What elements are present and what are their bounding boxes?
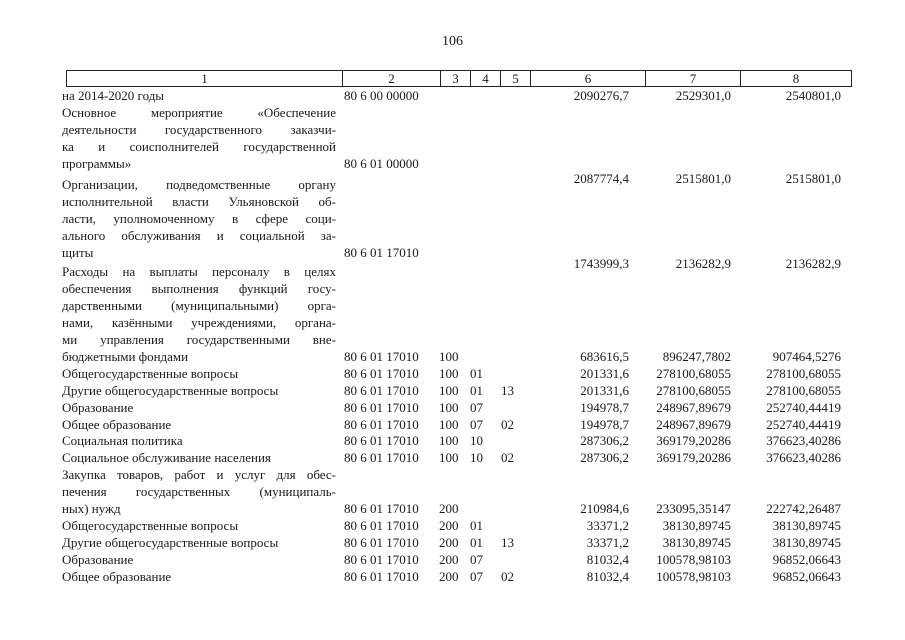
header-col-2: 2	[342, 70, 441, 87]
row-col3: 200	[439, 501, 459, 516]
row-code: 80 6 01 17010	[344, 433, 419, 448]
row-value-8: 278100,68055	[766, 383, 841, 398]
table-row	[0, 450, 905, 466]
row-name: Общее образование	[62, 569, 172, 584]
header-col-3: 3	[440, 70, 471, 87]
row-value-6: 1743999,3	[573, 256, 629, 271]
row-name: ных) нужд	[62, 501, 121, 516]
row-col3: 100	[439, 450, 459, 465]
row-col4: 07	[470, 417, 483, 432]
table-row	[0, 298, 905, 314]
row-name: ального обслуживания и социальной за-	[62, 228, 336, 243]
row-name: исполнительной власти Ульяновской об-	[62, 194, 336, 209]
row-value-7: 38130,89745	[662, 518, 731, 533]
row-value-8: 252740,44419	[766, 417, 841, 432]
row-value-7: 2529301,0	[675, 88, 731, 103]
row-name: дарственными (муниципальными) орга-	[62, 298, 336, 313]
row-value-6: 194978,7	[580, 400, 629, 415]
row-col4: 01	[470, 535, 483, 550]
header-col-8: 8	[740, 70, 852, 87]
row-code: 80 6 01 17010	[344, 518, 419, 533]
table-row	[0, 281, 905, 297]
table-row	[0, 177, 905, 193]
row-col3: 100	[439, 366, 459, 381]
table-row	[0, 535, 905, 551]
row-col5: 13	[501, 383, 514, 398]
row-col5: 02	[501, 569, 514, 584]
table-row	[0, 88, 905, 104]
row-col5: 02	[501, 450, 514, 465]
row-value-6: 81032,4	[586, 569, 629, 584]
row-name: щиты	[62, 245, 94, 260]
row-value-6: 683616,5	[580, 349, 629, 364]
row-col4: 07	[470, 400, 483, 415]
row-name: Другие общегосударственные вопросы	[62, 535, 279, 550]
row-name: Социальная политика	[62, 433, 183, 448]
row-value-7: 278100,68055	[656, 366, 731, 381]
row-name: программы»	[62, 156, 132, 171]
row-value-8: 278100,68055	[766, 366, 841, 381]
row-value-8: 2540801,0	[785, 88, 841, 103]
row-value-7: 369179,20286	[656, 450, 731, 465]
row-value-6: 287306,2	[580, 433, 629, 448]
row-value-6: 2087774,4	[573, 171, 629, 186]
row-value-6: 201331,6	[580, 366, 629, 381]
row-value-8: 2136282,9	[785, 256, 841, 271]
row-name: Расходы на выплаты персоналу в целях	[62, 264, 336, 279]
row-value-8: 2515801,0	[785, 171, 841, 186]
header-col-6: 6	[530, 70, 646, 87]
page-number: 106	[442, 34, 463, 49]
row-name: Общегосударственные вопросы	[62, 366, 239, 381]
row-col3: 100	[439, 417, 459, 432]
row-name: Основное мероприятие «Обеспечение	[62, 105, 336, 120]
row-name: Образование	[62, 552, 134, 567]
table-row	[0, 122, 905, 138]
row-name: бюджетными фондами	[62, 349, 189, 364]
header-col-7: 7	[645, 70, 741, 87]
row-col4: 10	[470, 450, 483, 465]
row-value-6: 2090276,7	[573, 88, 629, 103]
table-row	[0, 383, 905, 399]
row-value-8: 376623,40286	[766, 433, 841, 448]
row-code: 80 6 01 17010	[344, 383, 419, 398]
row-value-7: 100578,98103	[656, 569, 731, 584]
row-value-7: 100578,98103	[656, 552, 731, 567]
row-code: 80 6 01 17010	[344, 400, 419, 415]
row-col4: 07	[470, 552, 483, 567]
row-name: Образование	[62, 400, 134, 415]
row-value-8: 96852,06643	[772, 552, 841, 567]
row-col3: 200	[439, 552, 459, 567]
row-col3: 200	[439, 569, 459, 584]
row-name: на 2014-2020 годы	[62, 88, 165, 103]
row-name: деятельности государственного заказчи-	[62, 122, 336, 137]
row-col3: 100	[439, 349, 459, 364]
row-col4: 07	[470, 569, 483, 584]
table-row	[0, 467, 905, 483]
row-code: 80 6 01 17010	[344, 349, 419, 364]
row-name: ми управления государственными вне-	[62, 332, 336, 347]
row-value-6: 194978,7	[580, 417, 629, 432]
row-value-7: 233095,35147	[656, 501, 731, 516]
row-value-6: 33371,2	[586, 518, 629, 533]
row-col3: 200	[439, 535, 459, 550]
row-value-6: 33371,2	[586, 535, 629, 550]
table-row	[0, 228, 905, 244]
row-value-8: 38130,89745	[772, 518, 841, 533]
row-code: 80 6 01 17010	[344, 417, 419, 432]
row-value-7: 369179,20286	[656, 433, 731, 448]
row-code: 80 6 01 17010	[344, 501, 419, 516]
row-name: Социальное обслуживание населения	[62, 450, 271, 465]
row-value-6: 81032,4	[586, 552, 629, 567]
row-col4: 01	[470, 383, 483, 398]
row-value-6: 210984,6	[580, 501, 629, 516]
table-row	[0, 156, 905, 172]
header-col-4: 4	[470, 70, 501, 87]
table-row	[0, 349, 905, 365]
row-col5: 02	[501, 417, 514, 432]
row-col3: 100	[439, 433, 459, 448]
row-value-6: 287306,2	[580, 450, 629, 465]
row-code: 80 6 01 17010	[344, 245, 419, 260]
row-value-7: 896247,7802	[662, 349, 731, 364]
table-row	[0, 417, 905, 433]
table-row	[0, 518, 905, 534]
row-name: Общее образование	[62, 417, 172, 432]
row-col3: 200	[439, 518, 459, 533]
row-value-8: 376623,40286	[766, 450, 841, 465]
table-row	[0, 400, 905, 416]
row-value-7: 248967,89679	[656, 417, 731, 432]
row-value-7: 2515801,0	[675, 171, 731, 186]
row-col3: 100	[439, 383, 459, 398]
row-code: 80 6 00 00000	[344, 88, 419, 103]
row-col4: 01	[470, 518, 483, 533]
table-row	[0, 315, 905, 331]
row-value-6: 201331,6	[580, 383, 629, 398]
table-row	[0, 366, 905, 382]
row-col3: 100	[439, 400, 459, 415]
row-col4: 01	[470, 366, 483, 381]
table-row	[0, 264, 905, 280]
row-name: ка и соисполнителей государственной	[62, 139, 336, 154]
row-value-8: 222742,26487	[766, 501, 841, 516]
table-row	[0, 484, 905, 500]
row-col5: 13	[501, 535, 514, 550]
row-value-8: 96852,06643	[772, 569, 841, 584]
table-row	[0, 194, 905, 210]
table-row	[0, 139, 905, 155]
row-value-7: 38130,89745	[662, 535, 731, 550]
row-name: ласти, уполномоченному в сфере соци-	[62, 211, 336, 226]
header-col-5: 5	[500, 70, 531, 87]
header-col-1: 1	[66, 70, 343, 87]
row-code: 80 6 01 17010	[344, 569, 419, 584]
table-row	[0, 569, 905, 585]
row-code: 80 6 01 17010	[344, 450, 419, 465]
row-name: Закупка товаров, работ и услуг для обес-	[62, 467, 336, 482]
table-row	[0, 105, 905, 121]
row-name: Организации, подведомственные органу	[62, 177, 336, 192]
row-col4: 10	[470, 433, 483, 448]
table-row	[0, 501, 905, 517]
row-code: 80 6 01 17010	[344, 535, 419, 550]
row-code: 80 6 01 17010	[344, 552, 419, 567]
row-name: нами, казёнными учреждениями, органа-	[62, 315, 336, 330]
row-value-7: 248967,89679	[656, 400, 731, 415]
row-name: печения государственных (муниципаль-	[62, 484, 336, 499]
row-name: Другие общегосударственные вопросы	[62, 383, 279, 398]
table-row	[0, 211, 905, 227]
row-value-8: 907464,5276	[772, 349, 841, 364]
row-value-8: 38130,89745	[772, 535, 841, 550]
row-code: 80 6 01 17010	[344, 366, 419, 381]
row-value-7: 2136282,9	[675, 256, 731, 271]
row-code: 80 6 01 00000	[344, 156, 419, 171]
row-value-8: 252740,44419	[766, 400, 841, 415]
row-name: обеспечения выполнения функций госу-	[62, 281, 336, 296]
table-row	[0, 552, 905, 568]
row-name: Общегосударственные вопросы	[62, 518, 239, 533]
table-row	[0, 433, 905, 449]
row-value-7: 278100,68055	[656, 383, 731, 398]
table-row	[0, 332, 905, 348]
